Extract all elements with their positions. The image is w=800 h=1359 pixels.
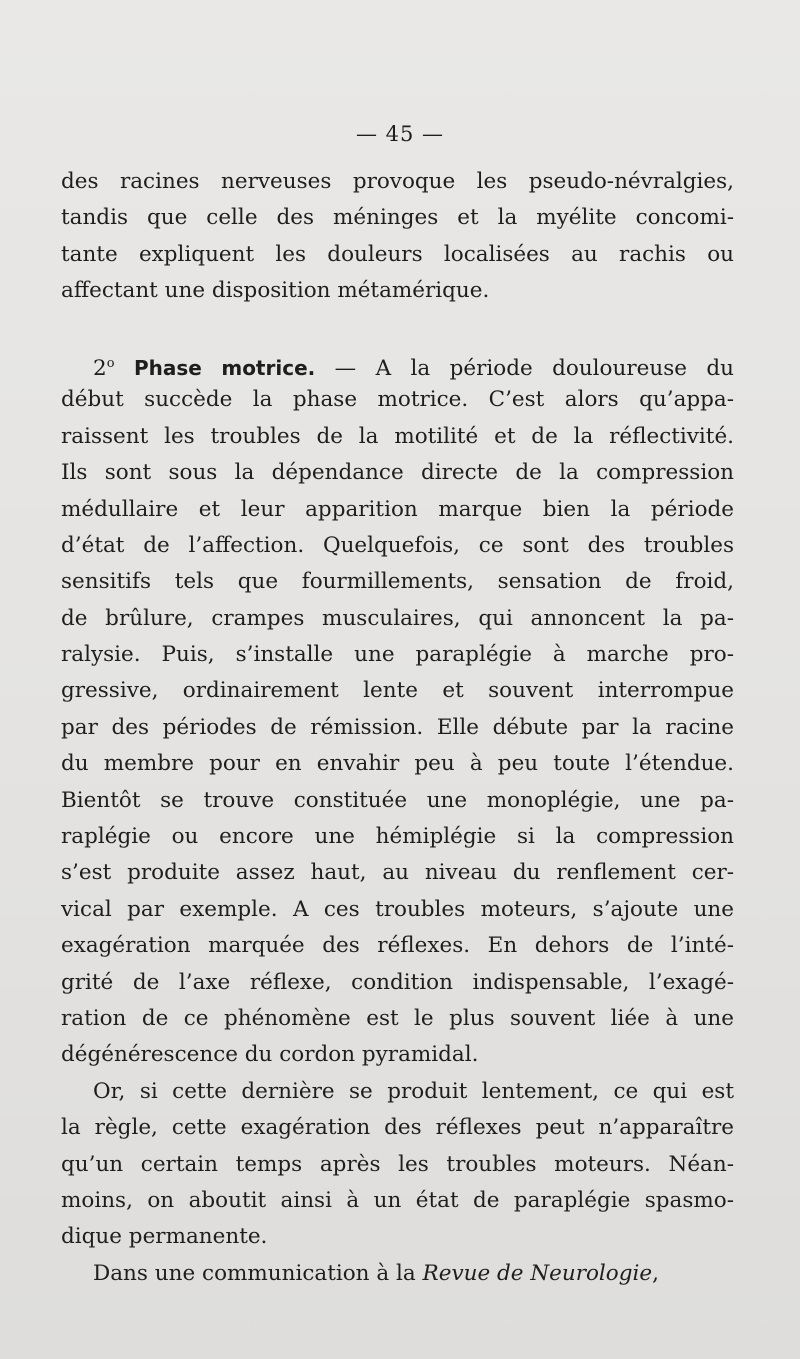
text-line: d’état de l’affection. Quelquefois, ce sont des troubles	[61, 532, 734, 558]
text-line: dique permanente.	[61, 1224, 268, 1250]
text-line: Or, si cette dernière se produit lentement, ce qui est	[93, 1078, 734, 1104]
text-line: s’est produite assez haut, au niveau du renflement cer-	[61, 860, 734, 886]
text-line: la règle, cette exagération des réflexes peut n’apparaître	[61, 1115, 734, 1141]
text-line: gressive, ordinairement lente et souvent interrompue	[61, 678, 734, 704]
text-line: début succède la phase motrice. C’est alors qu’appa-	[61, 387, 734, 413]
text-line: raissent les troubles de la motilité et de la réflectivité.	[61, 423, 734, 449]
paragraph-gap	[61, 310, 734, 346]
text-line: ralysie. Puis, s’installe une paraplégie à marche pro-	[61, 642, 734, 668]
text-line: affectant une disposition métamérique.	[61, 278, 490, 304]
text-line: de brûlure, crampes musculaires, qui annoncent la pa-	[61, 605, 734, 631]
text-line: moins, on aboutit ainsi à un état de paraplégie spasmo-	[61, 1187, 734, 1213]
text-line: sensitifs tels que fourmillements, sensation de froid,	[61, 569, 734, 595]
section-heading-line	[61, 346, 734, 382]
text-line: par des périodes de rémission. Elle débute par la racine	[61, 714, 734, 740]
section-number: 2	[93, 355, 107, 381]
text-line: vical par exemple. A ces troubles moteurs, s’ajoute une	[61, 896, 734, 922]
text-fragment: — A la période douloureuse du	[334, 355, 734, 381]
text-fragment: Dans une communication à la	[93, 1260, 416, 1286]
text-line: dégénérescence du cordon pyramidal.	[61, 1042, 479, 1068]
text-fragment: ,	[652, 1260, 659, 1286]
text-line: tandis que celle des méninges et la myélite concomi-	[61, 205, 734, 231]
text-line: exagération marquée des réflexes. En dehors de l’inté-	[61, 933, 734, 959]
text-line: qu’un certain temps après les troubles moteurs. Néan-	[61, 1151, 734, 1177]
text-line: Bientôt se trouve constituée une monoplégie, une pa-	[61, 787, 734, 813]
text-line: grité de l’axe réflexe, condition indispensable, l’exagé-	[61, 969, 734, 995]
text-line: Ils sont sous la dépendance directe de la compression	[61, 460, 734, 486]
section-title: Phase motrice.	[133, 355, 316, 380]
journal-title: Revue de Neurologie	[422, 1260, 653, 1286]
text-line	[61, 1256, 734, 1292]
text-line: raplégie ou encore une hémiplégie si la compression	[61, 824, 734, 850]
body-text	[61, 164, 734, 1292]
text-line: du membre pour en envahir peu à peu toute l’étendue.	[61, 751, 734, 777]
text-line: ration de ce phénomène est le plus souvent liée à une	[61, 1005, 734, 1031]
page-number: — 45 —	[355, 122, 445, 146]
text-line: des racines nerveuses provoque les pseudo-névralgies,	[61, 169, 734, 194]
section-number-sup: o	[106, 355, 115, 371]
text-line: tante expliquent les douleurs localisées au rachis ou	[61, 241, 734, 267]
text-line: médullaire et leur apparition marque bien la période	[61, 496, 734, 522]
